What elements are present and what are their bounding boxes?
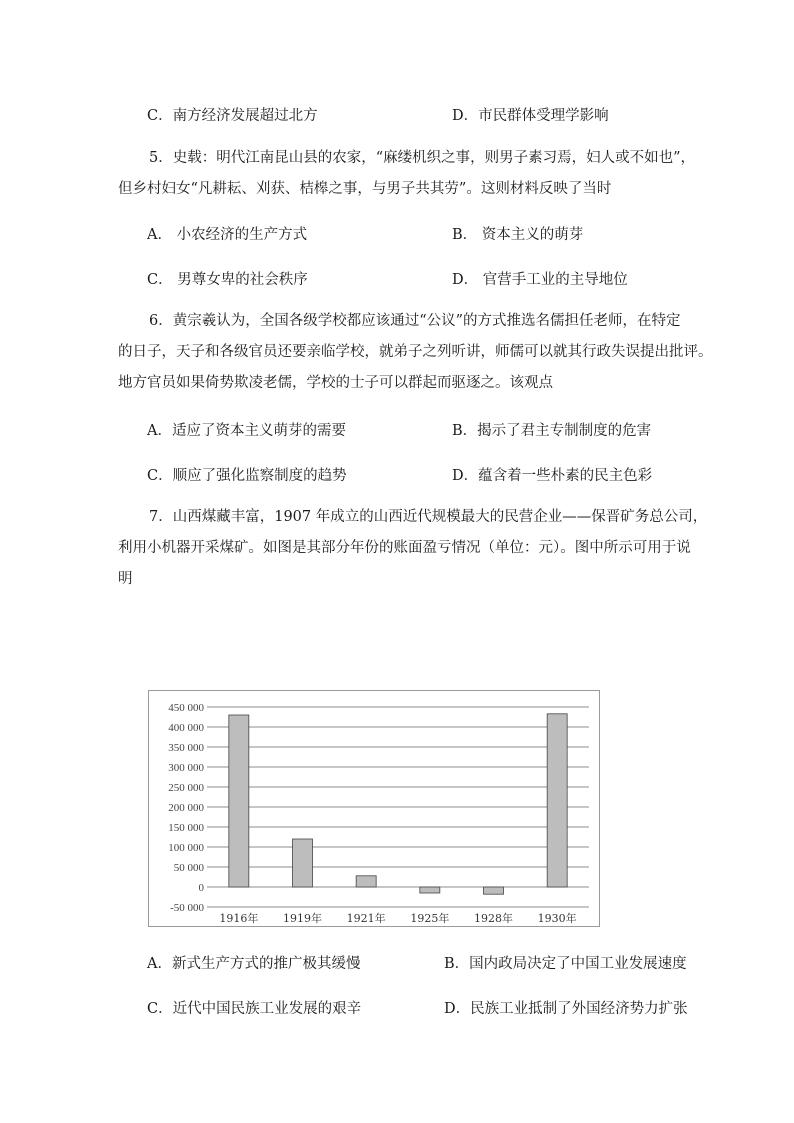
- y-tick-label: 100 000: [168, 842, 204, 854]
- x-tick-label: 1916年: [219, 912, 259, 925]
- q6-stem-line: 6．黄宗羲认为，全国各级学校都应该通过“公议”的方式推选名儒担任老师，在特定: [149, 313, 681, 329]
- bar-1925年: [420, 887, 440, 893]
- q6-stem: [118, 306, 713, 399]
- y-tick-label: 150 000: [168, 822, 204, 834]
- y-tick-label: 200 000: [168, 802, 204, 814]
- x-tick-label: 1919年: [283, 912, 322, 925]
- y-tick-label: 300 000: [168, 762, 204, 774]
- q7-option-d: D．民族工业抵制了外国经济势力扩张: [444, 1001, 688, 1017]
- q5-option-d: D． 官营手工业的主导地位: [452, 272, 628, 288]
- q5-stem: [118, 143, 696, 205]
- profit-loss-chart: [148, 690, 600, 927]
- bar-1928年: [484, 887, 504, 894]
- q7-stem-line: 7．山西煤藏丰富，1907 年成立的山西近代规模最大的民营企业——保晋矿务总公司，: [149, 509, 708, 525]
- y-axis-tick-labels: [168, 702, 204, 914]
- x-tick-label: 1930年: [537, 912, 577, 925]
- bar-1921年: [356, 876, 376, 887]
- q7-option-c: C．近代中国民族工业发展的艰辛: [147, 1001, 362, 1017]
- q5-option-b: B． 资本主义的萌芽: [452, 227, 584, 243]
- q5-option-a: A． 小农经济的生产方式: [147, 227, 308, 243]
- y-tick-label: -50 000: [170, 902, 204, 914]
- bar-1919年: [293, 839, 313, 887]
- y-tick-label: 450 000: [168, 702, 204, 714]
- gridlines: [207, 707, 589, 907]
- x-axis-tick-labels: [219, 911, 576, 925]
- q6-option-c: C．顺应了强化监察制度的趋势: [147, 468, 347, 484]
- bar-1930年: [547, 714, 567, 887]
- y-tick-label: 0: [198, 882, 204, 894]
- x-tick-label: 1928年: [474, 912, 513, 925]
- q4-option-d: D．市民群体受理学影响: [452, 108, 609, 124]
- q7-stem: [118, 502, 708, 595]
- q7-option-b: B．国内政局决定了中国工业发展速度: [444, 956, 687, 972]
- q7-stem-line: 明: [118, 571, 133, 587]
- q6-stem-line: 地方官员如果倚势欺凌老儒，学校的士子可以群起而驱逐之。该观点: [118, 375, 553, 391]
- y-tick-label: 50 000: [173, 862, 204, 874]
- q6-option-d: D．蕴含着一些朴素的民主色彩: [452, 468, 653, 484]
- q7-option-a: A．新式生产方式的推广极其缓慢: [147, 956, 361, 972]
- q4-option-c: C．南方经济发展超过北方: [147, 108, 318, 124]
- y-tick-label: 400 000: [168, 722, 204, 734]
- q6-option-b: B．揭示了君主专制制度的危害: [452, 423, 652, 439]
- q7-stem-line: 利用小机器开采煤矿。如图是其部分年份的账面盈亏情况（单位：元）。图中所示可用于说: [118, 540, 691, 556]
- x-tick-label: 1921年: [346, 912, 386, 925]
- q5-stem-line: 但乡村妇女“凡耕耘、刈获、桔槔之事，与男子共其劳”。这则材料反映了当时: [118, 181, 612, 197]
- y-tick-label: 250 000: [168, 782, 204, 794]
- q6-option-a: A．适应了资本主义萌芽的需要: [147, 423, 346, 439]
- x-tick-label: 1925年: [410, 912, 450, 925]
- y-tick-label: 350 000: [168, 742, 204, 754]
- bar-1916年: [229, 715, 249, 887]
- q5-option-c: C． 男尊女卑的社会秩序: [147, 272, 308, 288]
- q6-stem-line: 的日子，天子和各级官员还要亲临学校，就弟子之列听讲，师儒可以就其行政失误提出批评。: [118, 344, 713, 360]
- q5-stem-line: 5．史载：明代江南昆山县的农家，“麻缕机织之事，则男子素习焉，妇人或不如也”，: [149, 150, 696, 166]
- bar-chart-svg: [149, 691, 599, 926]
